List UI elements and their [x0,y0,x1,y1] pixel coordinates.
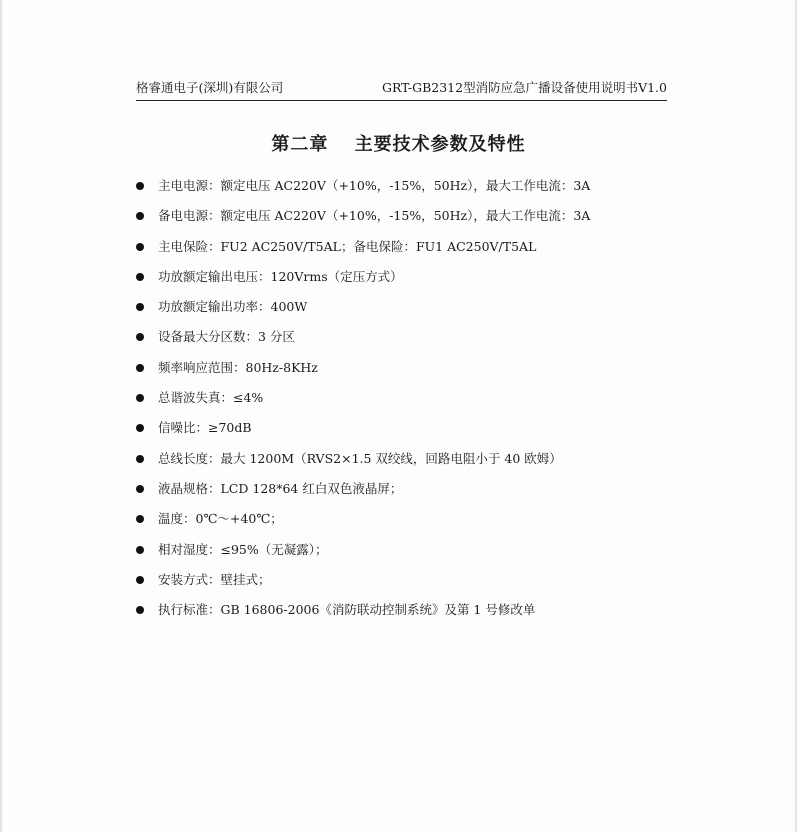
spec-item [136,570,676,600]
spec-item [136,267,676,297]
spec-text: 总线长度：最大 1200M（RVS2×1.5 双绞线，回路电阻小于 40 欧姆） [158,450,562,466]
spec-text: 信噪比：≥70dB [158,420,252,436]
bullet-icon [136,303,144,311]
bullet-icon [136,243,144,251]
bullet-icon [136,182,144,190]
spec-text: 备电电源：额定电压 AC220V（+10%，-15%，50Hz），最大工作电流：3A [158,208,591,224]
header-manual-title: GRT-GB2312型消防应急广播设备使用说明书V1.0 [381,80,667,95]
spec-item [136,540,676,570]
spec-item [136,479,676,509]
bullet-icon [136,515,144,523]
spec-text: 主电电源：额定电压 AC220V（+10%，-15%，50Hz），最大工作电流：3A [158,178,591,193]
spec-item [136,509,676,539]
spec-text: 主电保险：FU2 AC250V/T5AL；备电保险：FU1 AC250V/T5AL [158,238,537,254]
bullet-icon [136,424,144,432]
bullet-icon [136,546,144,554]
bullet-icon [136,333,144,341]
bullet-icon [136,394,144,402]
spec-text: 设备最大分区数：3 分区 [158,329,295,345]
bullet-icon [136,485,144,493]
bullet-icon [136,212,144,220]
spec-text: 安装方式：壁挂式； [158,571,271,587]
spec-list [136,176,676,630]
spec-text: 温度：0℃～+40℃； [158,511,283,527]
bullet-icon [136,455,144,463]
spec-text: 频率响应范围：80Hz-8KHz [158,359,318,375]
bullet-icon [136,364,144,372]
spec-item [136,418,676,448]
page-left-edge [0,0,2,832]
spec-text: 总谐波失真：≤4% [158,390,264,406]
chapter-title: 第二章 主要技术参数及特性 [271,134,526,155]
bullet-icon [136,273,144,281]
spec-text: 功放额定输出电压：120Vrms（定压方式） [158,268,403,284]
spec-item [136,388,676,418]
spec-item [136,206,676,236]
bullet-icon [136,576,144,584]
bullet-icon [136,606,144,614]
spec-text: 功放额定输出功率：400W [158,299,308,315]
page-header [136,78,667,100]
spec-item [136,358,676,388]
spec-item [136,176,676,206]
spec-text: 液晶规格：LCD 128*64 红白双色液晶屏； [158,480,403,496]
spec-text: 相对湿度：≤95%（无凝露）； [158,541,328,557]
spec-item [136,327,676,357]
spec-item [136,449,676,479]
spec-text: 执行标准：GB 16806-2006《消防联动控制系统》及第 1 号修改单 [158,602,536,618]
spec-item [136,600,676,630]
spec-item [136,297,676,327]
header-rule [136,100,667,101]
spec-item [136,237,676,267]
header-company: 格睿通电子(深圳)有限公司 [136,80,284,95]
